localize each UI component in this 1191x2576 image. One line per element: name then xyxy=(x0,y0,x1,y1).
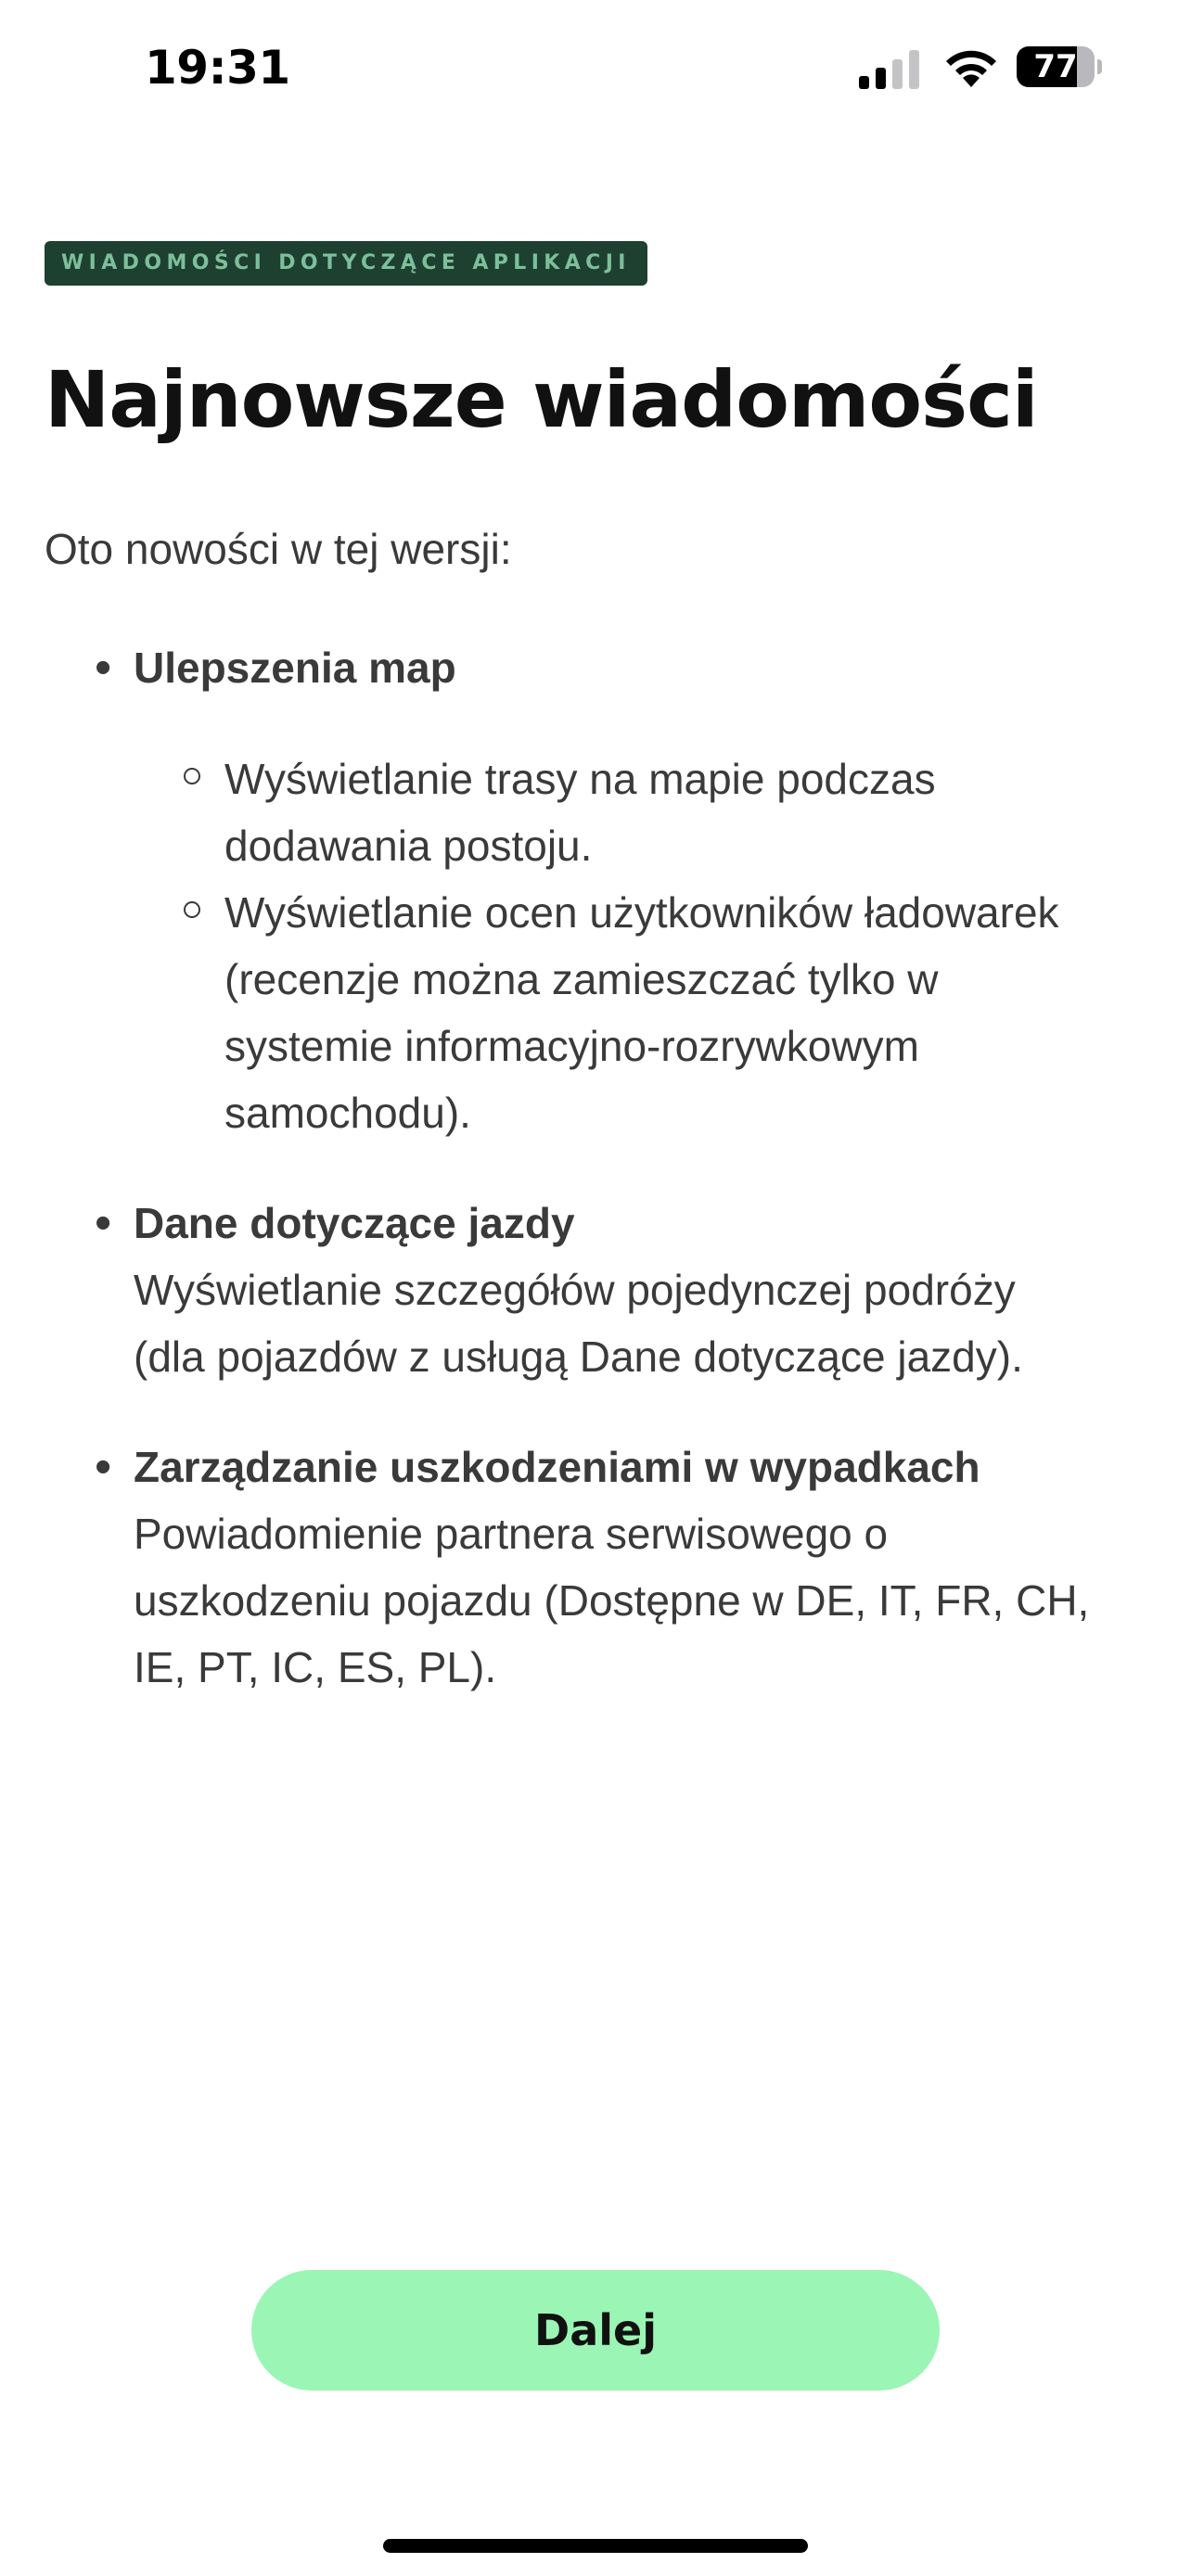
list-item-line: samochodu). xyxy=(224,1089,471,1137)
list-item-line: Wyświetlanie ocen użytkowników ładowarek xyxy=(224,888,1059,937)
wifi-icon xyxy=(942,46,1000,89)
list-bullet: • xyxy=(95,641,112,695)
section-text-line: IE, PT, IC, ES, PL). xyxy=(134,1643,497,1691)
category-tag: WIADOMOŚCI DOTYCZĄCE APLIKACJI xyxy=(45,241,647,286)
section-title: Ulepszenia map xyxy=(134,644,456,692)
section-text-line: uszkodzeniu pojazdu (Dostępne w DE, IT, FR, CH, xyxy=(134,1576,1090,1625)
section-text-line: Powiadomienie partnera serwisowego o xyxy=(134,1510,889,1558)
section-text-line: Wyświetlanie szczegółów pojedynczej podróży xyxy=(134,1266,1016,1314)
list-bullet: • xyxy=(95,1196,112,1250)
status-time: 19:31 xyxy=(145,41,290,95)
signal-icon xyxy=(859,50,922,89)
intro-text: Oto nowości w tej wersji: xyxy=(45,525,512,573)
home-indicator[interactable] xyxy=(383,2539,808,2553)
page-title: Najnowsze wiadomości xyxy=(45,354,1038,445)
list-item-line: systemie informacyjno-rozrywkowym xyxy=(224,1022,919,1070)
section-title: Zarządzanie uszkodzeniami w wypadkach xyxy=(134,1443,980,1491)
list-item-line: (recenzje można zamieszczać tylko w xyxy=(224,955,939,1003)
sub-bullet-icon xyxy=(184,901,200,918)
section-text-line: (dla pojazdów z usługą Dane dotyczące jazdy). xyxy=(134,1333,1023,1381)
list-item-line: dodawania postoju. xyxy=(224,822,593,870)
list-bullet: • xyxy=(95,1440,112,1494)
list-item-line: Wyświetlanie trasy na mapie podczas xyxy=(224,755,936,803)
next-button[interactable]: Dalej xyxy=(251,2270,940,2391)
battery-icon xyxy=(1017,46,1102,87)
status-icons xyxy=(859,46,1109,93)
section-title: Dane dotyczące jazdy xyxy=(134,1199,575,1247)
battery-level: 77 xyxy=(1033,48,1078,85)
sub-bullet-icon xyxy=(184,768,200,784)
